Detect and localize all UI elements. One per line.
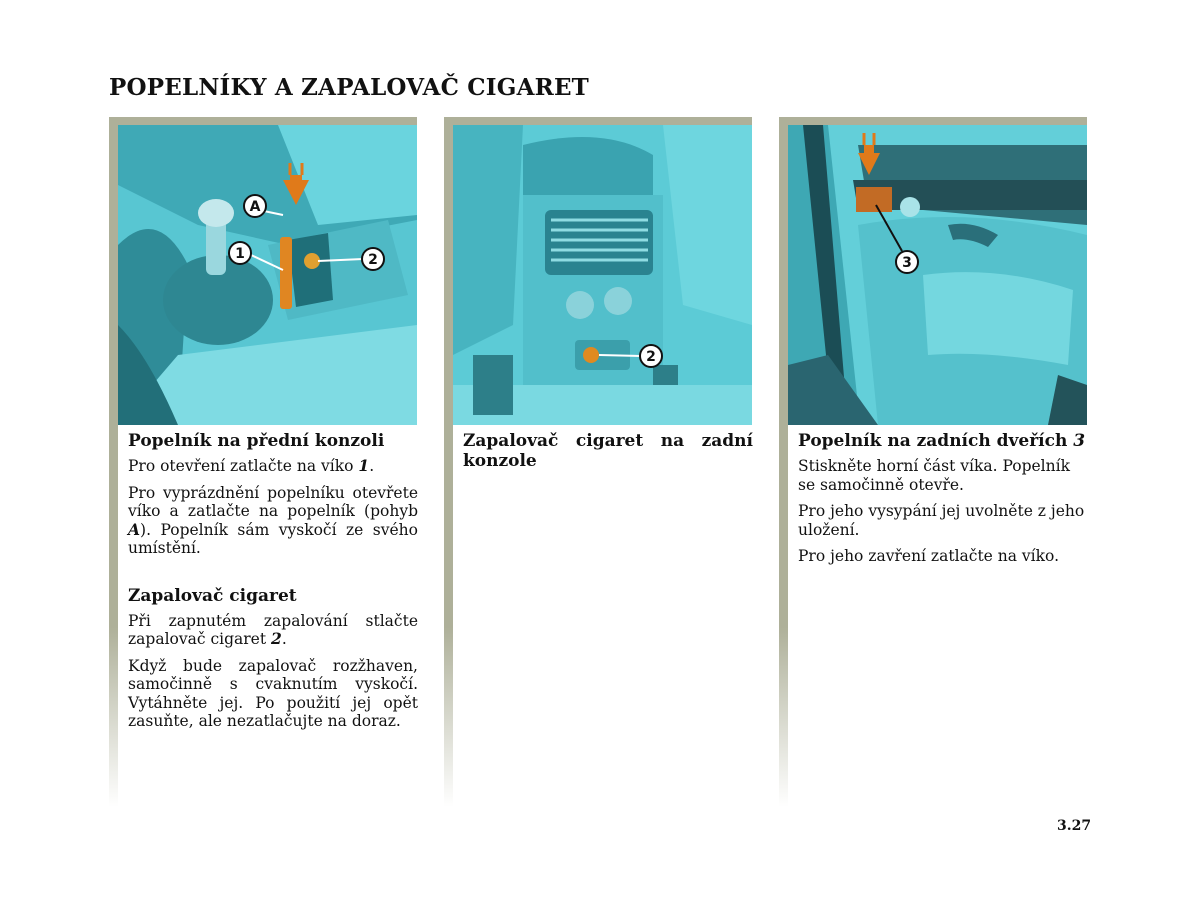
page-title: POPELNÍKY A ZAPALOVAČ CIGARET [109, 74, 589, 101]
column-text [128, 431, 418, 739]
callout-3: 3 [902, 255, 912, 271]
section-heading: Zapalovač cigaret [128, 585, 297, 606]
paragraph: Pro otevření zatlačte na víko 1. [128, 456, 375, 475]
photo-rear-console [453, 125, 752, 425]
section-heading: Popelník na zadních dveřích 3 [798, 431, 1086, 451]
paragraph: Pro jeho vysypání jej uvolněte z jeho uložení. [798, 502, 1085, 539]
photo-front-console [118, 125, 417, 425]
callout-a: A [249, 199, 261, 215]
column-rear-console [444, 117, 752, 807]
paragraph: Při zapnutém zapalování stlačte zapalovač cigaret 2. [128, 611, 418, 648]
photo-rear-door [788, 125, 1087, 425]
section-heading: Zapalovač cigaret na zadní konzole [463, 431, 753, 471]
paragraph: Když bude zapalovač rozžhaven, samočinně s cvaknutím vyskočí. Vytáhněte jej. Po použití jej opět zasuňte, ale nezatlačujte na doraz. [128, 656, 418, 730]
callout-2: 2 [646, 349, 656, 365]
callout-1: 1 [235, 246, 245, 262]
column-front-console [109, 117, 417, 807]
column-text [463, 431, 753, 477]
column-rear-door [779, 117, 1087, 807]
paragraph: Stiskněte horní část víka. Popelník se samočinně otevře. [798, 457, 1070, 494]
column-text [798, 431, 1088, 574]
paragraph: Pro jeho zavření zatlačte na víko. [798, 547, 1060, 565]
callout-2: 2 [368, 252, 378, 268]
paragraph: Pro vyprázdnění popelníku otevřete víko a zatlačte na popelník (pohyb A). Popelník sám vyskočí ze svého umístění. [128, 483, 418, 557]
section-heading: Popelník na přední konzoli [128, 431, 385, 451]
page-number: 3.27 [1057, 818, 1092, 834]
